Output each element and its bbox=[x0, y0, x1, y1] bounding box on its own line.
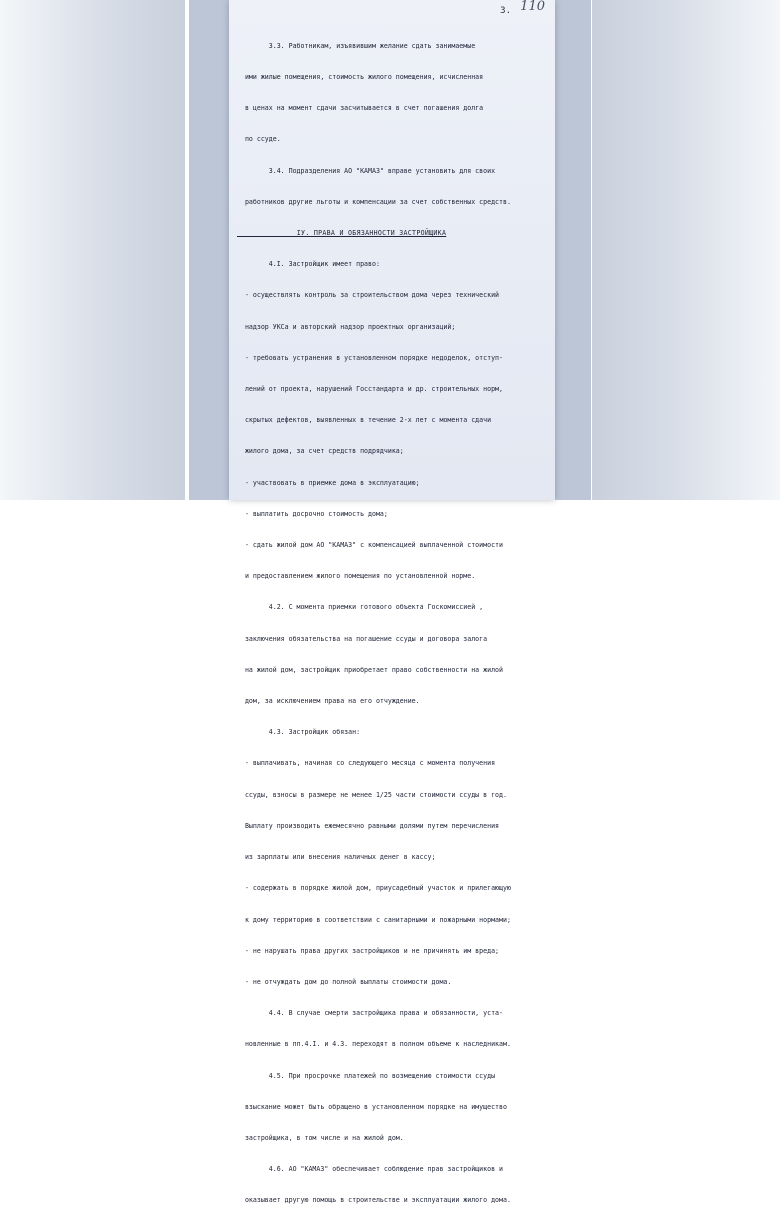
text-line: работников другие льготы и компенсации за счет собственных средств. bbox=[237, 197, 511, 206]
document-photo bbox=[189, 0, 591, 1205]
text-line: из зарплаты или внесения наличных денег в кассу; bbox=[237, 853, 436, 862]
text-line: по ссуде. bbox=[237, 135, 281, 144]
text-line: дом, за исключением права на его отчуждение. bbox=[237, 697, 420, 706]
text-line: взыскание может быть обращено в установленном порядке на имущество bbox=[237, 1102, 507, 1111]
text-line: - не нарушать права других застройщиков и не причинять им вреда; bbox=[237, 946, 500, 955]
text-line: новленные в пп.4.I. и 4.3. переходят в полном объеме к наследникам. bbox=[237, 1040, 511, 1049]
text-line: надзор УКСа и авторский надзор проектных организаций; bbox=[237, 322, 456, 331]
text-line: оказывает другую помощь в строительстве и эксплуатации жилого дома. bbox=[237, 1196, 511, 1205]
text-line: к дому территорию в соответствии с санитарными и пожарными нормами; bbox=[237, 915, 511, 924]
section-heading: IУ. ПРАВА И ОБЯЗАННОСТИ ЗАСТРОЙЩИКА bbox=[237, 229, 447, 238]
text-line: - содержать в порядке жилой дом, приусадебный участок и прилегающую bbox=[237, 884, 511, 893]
document-page bbox=[229, 0, 555, 1205]
text-line: - выплатить досрочно стоимость дома; bbox=[237, 509, 388, 518]
text-line: 4.6. АО "КАМАЗ" обеспечивает соблюдение прав застройщиков и bbox=[237, 1165, 503, 1174]
text-line: заключения обязательства на погашение ссуды и договора залога bbox=[237, 634, 488, 643]
blurred-background-right bbox=[592, 0, 780, 500]
text-line: ими жилые помещения, стоимость жилого помещения, исчисленная bbox=[237, 73, 484, 82]
text-line: 3.4. Подразделения АО "КАМАЗ" вправе установить для своих bbox=[237, 166, 496, 175]
text-line: на жилой дом, застройщик приобретает право собственности на жилой bbox=[237, 665, 503, 674]
text-line: 4.I. Застройщик имеет право: bbox=[237, 260, 380, 269]
text-line: 4.4. В случае смерти застройщика права и обязанности, уста- bbox=[237, 1009, 503, 1018]
text-line: скрытых дефектов, выявленных в течение 2-х лет с момента сдачи bbox=[237, 416, 492, 425]
text-line: - сдать жилой дом АО "КАМАЗ" с компенсацией выплаченной стоимости bbox=[237, 541, 503, 550]
text-line: - осуществлять контроль за строительством дома через технический bbox=[237, 291, 500, 300]
text-line: - участвовать в приемке дома в эксплуатацию; bbox=[237, 478, 420, 487]
document-text bbox=[237, 20, 549, 1227]
text-line: ссуды, взносы в размере не менее 1/25 части стоимости ссуды в год. bbox=[237, 790, 507, 799]
text-line: - требовать устранения в установленном порядке недоделок, отступ- bbox=[237, 353, 503, 362]
text-line: 4.3. Застройщик обязан: bbox=[237, 728, 361, 737]
text-line: в ценах на момент сдачи засчитывается в счет погашения долга bbox=[237, 104, 484, 113]
text-line: - не отчуждать дом до полной выплаты стоимости дома. bbox=[237, 977, 452, 986]
blurred-background-left bbox=[0, 0, 185, 500]
text-line: жилого дома, за счет средств подрядчика; bbox=[237, 447, 404, 456]
text-line: 3.3. Работникам, изъявившим желание сдать занимаемые bbox=[237, 41, 476, 50]
text-line: 4.2. С момента приемки готового объекта Госкомиссией , bbox=[237, 603, 484, 612]
text-line: Выплату производить ежемесячно равными долями путем перечисления bbox=[237, 821, 500, 830]
handwritten-page-number: 110 bbox=[520, 0, 545, 14]
page-number: 3. bbox=[500, 6, 511, 16]
text-line: застройщика, в том числе и на жилой дом. bbox=[237, 1133, 404, 1142]
text-line: лений от проекта, нарушений Госстандарта и др. строительных норм, bbox=[237, 385, 503, 394]
text-line: и предоставлением жилого помещения по установленной норме. bbox=[237, 572, 476, 581]
text-line: - выплачивать, начиная со следующего месяца с момента получения bbox=[237, 759, 496, 768]
text-line: 4.5. При просрочке платежей по возмещению стоимости ссуды bbox=[237, 1071, 496, 1080]
